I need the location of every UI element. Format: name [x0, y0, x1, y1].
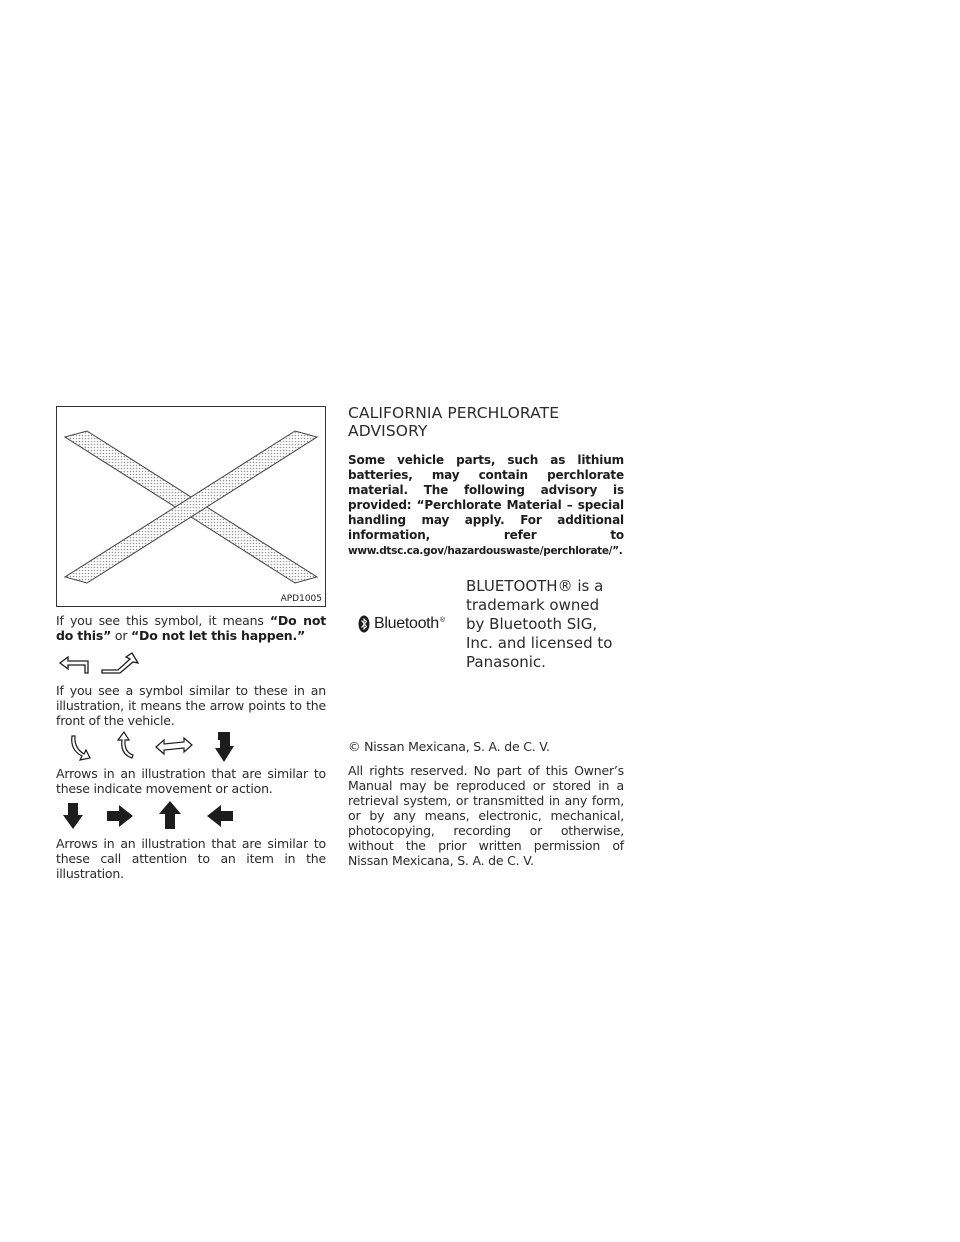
front-arrow-row — [56, 649, 326, 681]
para1-bold-do-not: “Do not do this” — [56, 613, 327, 643]
do-not-symbol-figure — [56, 406, 326, 607]
bluetooth-trademark-text: BLUETOOTH® is a trademark owned by Bluetooth SIG, Inc. and licensed to Panasonic. — [466, 577, 613, 671]
front-arrow-diagonal-icon — [98, 651, 142, 677]
para1-prefix: If you see this symbol, it means — [56, 613, 270, 628]
movement-arrow-row — [56, 730, 326, 766]
bluetooth-logo — [358, 615, 445, 633]
section-heading: CALIFORNIA PERCHLORATE ADVISORY — [348, 404, 560, 440]
curved-arrow-down-icon — [66, 732, 94, 762]
movement-arrow-paragraph: Arrows in an illustration that are similar to these indicate movement or action. — [56, 766, 326, 796]
figure-code: APD1005 — [280, 594, 322, 604]
attention-arrow-row — [56, 800, 326, 834]
arrow-left-icon — [206, 804, 234, 828]
x-cross-icon — [57, 407, 325, 606]
left-column — [56, 406, 326, 881]
rights-paragraph: All rights reserved. No part of this Owner’s Manual may be reproduced or stored in a retrieval system, or transmitted in any form, or by any means, electronic, mechanical, photocopying, recording or otherwise, without the prior written permission of Nissan Mexicana, S. A. de C. V. — [348, 763, 624, 868]
advisory-text: Some vehicle parts, such as lithium batteries, may contain perchlorate material. The following advisory is provided: “Perchlorate Material – special handling may apply. For additional information, refer to — [348, 453, 624, 542]
perchlorate-advisory — [348, 453, 624, 559]
do-not-paragraph — [56, 613, 326, 643]
para1-mid: or — [111, 628, 132, 643]
bluetooth-wordmark — [374, 615, 445, 633]
bluetooth-reg-mark: ® — [439, 616, 445, 624]
bluetooth-rune-icon — [358, 615, 370, 633]
bent-arrow-down-icon — [212, 730, 236, 764]
double-arrow-icon — [154, 736, 194, 756]
arrow-up-icon — [158, 800, 182, 830]
copyright-line: © Nissan Mexicana, S. A. de C. V. — [348, 739, 550, 754]
bluetooth-block — [348, 577, 624, 677]
front-arrow-left-icon — [58, 655, 92, 675]
arrow-right-icon — [106, 804, 134, 828]
advisory-url: www.dtsc.ca.gov/hazardouswaste/perchlorate/”. — [348, 545, 623, 557]
front-arrow-paragraph: If you see a symbol similar to these in an illustration, it means the arrow points to the front of the vehicle. — [56, 683, 326, 728]
curved-arrow-up-icon — [114, 730, 140, 762]
para1-bold-do-not-let: “Do not let this happen.” — [131, 628, 306, 643]
right-column — [348, 404, 624, 868]
bluetooth-wordmark-text: Bluetooth — [374, 615, 439, 632]
attention-arrow-paragraph: Arrows in an illustration that are similar to these call attention to an item in the illustration. — [56, 836, 326, 881]
arrow-down-icon — [62, 802, 84, 830]
